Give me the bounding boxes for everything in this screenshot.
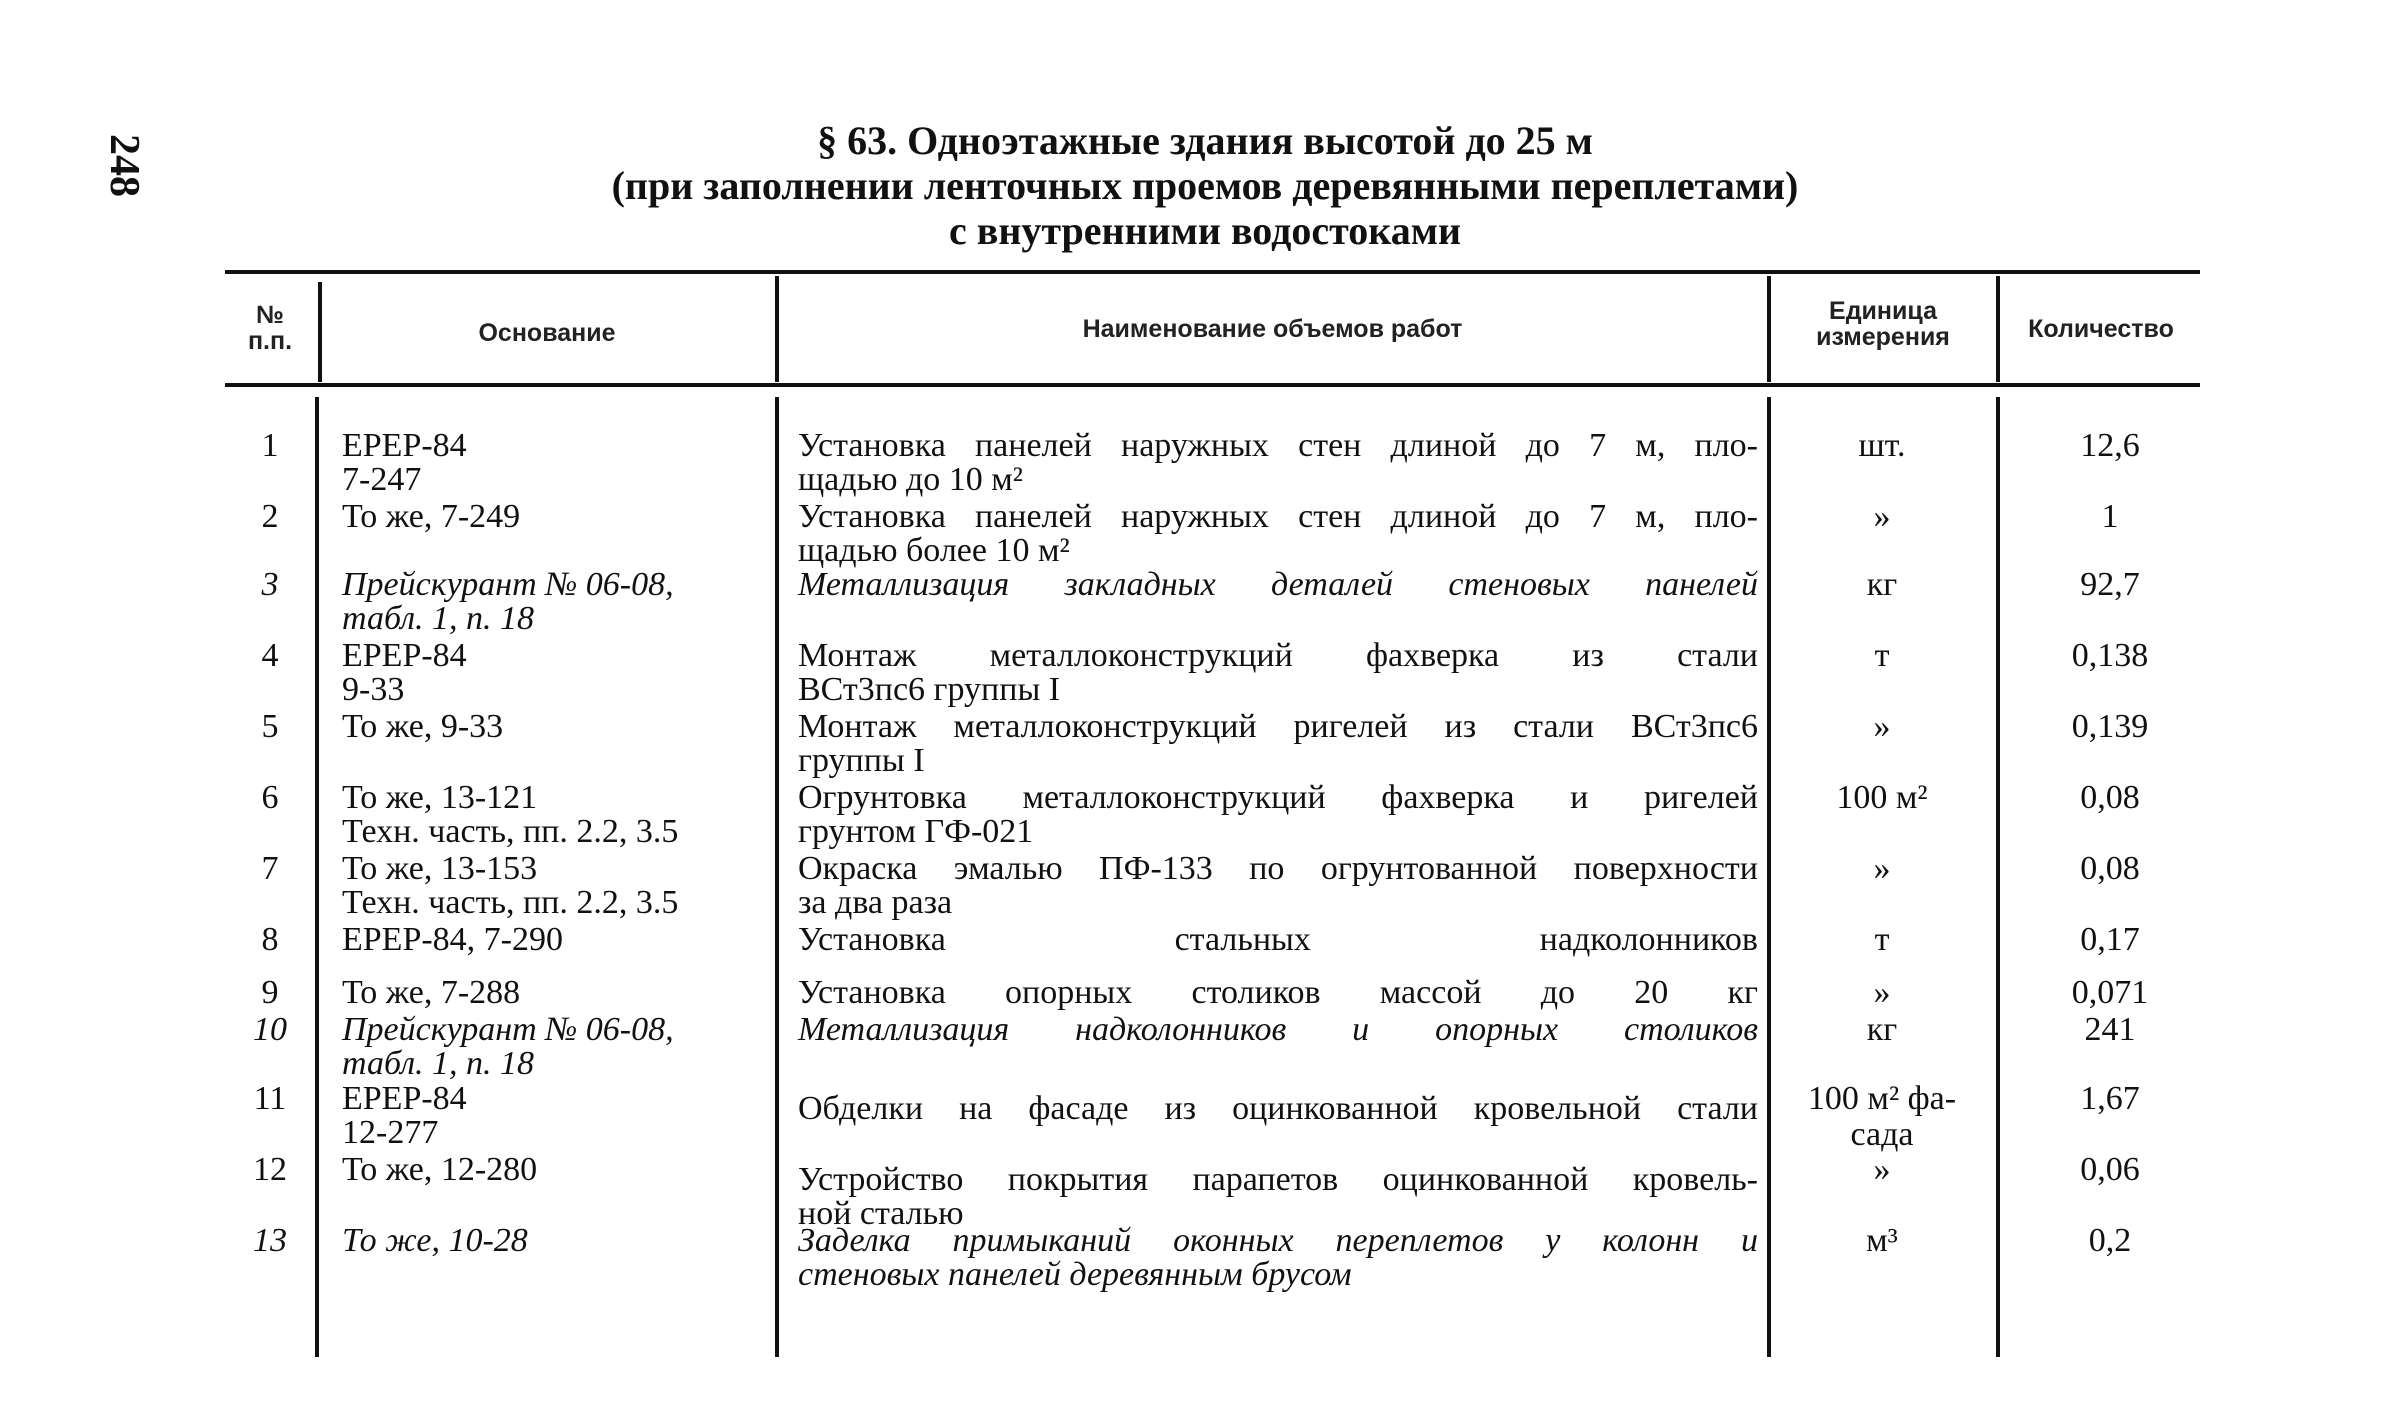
header-work: Наименование объемов работ — [1082, 315, 1463, 343]
title-line-2: (при заполнении ленточных проемов деревянными переплетами) — [611, 163, 1799, 208]
column-divider-2 — [775, 276, 779, 382]
header-unit — [1772, 298, 1994, 350]
title-line-3: с внутренними водостоками — [949, 208, 1461, 253]
row-quantity: 92,7 — [2080, 566, 2140, 603]
row-unit: » — [1873, 974, 1891, 1011]
row-unit: » — [1873, 1151, 1891, 1188]
row-unit: » — [1873, 850, 1891, 887]
header-unit-line2: измерения — [1816, 323, 1950, 351]
row-quantity: 0,139 — [2071, 708, 2149, 745]
row-quantity: 1,67 — [2080, 1080, 2140, 1117]
row-work-line1: Металлизация закладных деталей стеновых панелей — [798, 566, 1758, 603]
row-number: 4 — [261, 637, 279, 674]
row-work-line1: Монтаж металлоконструкций фахверка из стали — [798, 637, 1758, 674]
row-quantity: 0,08 — [2080, 779, 2140, 816]
row-work-line1: Установка панелей наружных стен длиной до 7 м, пло- — [798, 498, 1758, 535]
row-unit: 100 м² — [1836, 779, 1928, 816]
row-basis-line2: табл. 1, п. 18 — [342, 600, 535, 637]
row-work-line2: грунтом ГФ-021 — [798, 813, 1034, 850]
row-quantity: 0,06 — [2080, 1151, 2140, 1188]
row-number: 8 — [261, 921, 279, 958]
row-basis-line1: То же, 12-280 — [342, 1151, 538, 1188]
row-basis-line2: табл. 1, п. 18 — [342, 1045, 535, 1082]
column-divider-4 — [1996, 276, 2000, 382]
header-qty: Количество — [2028, 315, 2174, 343]
row-basis-line2: Техн. часть, пп. 2.2, 3.5 — [342, 884, 679, 921]
row-quantity: 0,17 — [2080, 921, 2140, 958]
header-num-line1: № — [256, 301, 284, 329]
header-unit-line1: Единица — [1829, 297, 1937, 325]
column-divider-3 — [1767, 276, 1771, 382]
row-number: 1 — [261, 427, 279, 464]
row-unit: кг — [1866, 566, 1898, 603]
row-basis-line1: ЕРЕР-84 — [342, 637, 467, 674]
row-unit: кг — [1866, 1011, 1898, 1048]
table-top-rule — [225, 270, 2200, 274]
row-work-line1: Окраска эмалью ПФ-133 по огрунтованной поверхности — [798, 850, 1758, 887]
row-work-line1: Установка стальных надколонников — [798, 921, 1758, 958]
row-work-line2: ВСт3пс6 группы I — [798, 671, 1061, 708]
row-basis-line2: 12-277 — [342, 1114, 439, 1151]
title-line-1: § 63. Одноэтажные здания высотой до 25 м — [817, 118, 1593, 163]
row-number: 10 — [253, 1011, 287, 1048]
row-basis-line2: Техн. часть, пп. 2.2, 3.5 — [342, 813, 679, 850]
row-work-line1: Обделки на фасаде из оцинкованной кровельной стали — [798, 1090, 1758, 1127]
row-unit: м³ — [1866, 1222, 1898, 1259]
page-number: 248 — [101, 134, 147, 197]
column-divider-2-body — [775, 397, 779, 1357]
row-work-line1: Металлизация надколонников и опорных столиков — [798, 1011, 1758, 1048]
row-work-line2: щадью более 10 м² — [798, 532, 1070, 569]
row-work-line2: стеновых панелей деревянным брусом — [798, 1256, 1352, 1293]
row-quantity: 1 — [2101, 498, 2119, 535]
row-basis-line1: То же, 7-288 — [342, 974, 521, 1011]
row-quantity: 0,071 — [2071, 974, 2149, 1011]
row-work-line1: Установка опорных столиков массой до 20 кг — [798, 974, 1758, 1011]
row-basis-line1: То же, 7-249 — [342, 498, 521, 535]
column-divider-4-body — [1996, 397, 2000, 1357]
row-basis-line2: 9-33 — [342, 671, 405, 708]
row-unit-line2: сада — [1850, 1116, 1914, 1153]
row-unit: » — [1873, 498, 1891, 535]
row-basis-line1: То же, 10-28 — [342, 1222, 528, 1259]
row-work-line1: Установка панелей наружных стен длиной до 7 м, пло- — [798, 427, 1758, 464]
row-basis-line2: 7-247 — [342, 461, 422, 498]
page-title — [225, 118, 2185, 253]
row-unit: » — [1873, 708, 1891, 745]
row-unit: т — [1874, 637, 1890, 674]
row-unit: т — [1874, 921, 1890, 958]
row-number: 9 — [261, 974, 279, 1011]
row-number: 11 — [253, 1080, 287, 1117]
row-quantity: 12,6 — [2080, 427, 2140, 464]
row-quantity: 0,2 — [2088, 1222, 2132, 1259]
row-work-line2: группы I — [798, 742, 925, 779]
row-number: 7 — [261, 850, 279, 887]
row-number: 3 — [261, 566, 279, 603]
header-num — [225, 302, 315, 354]
row-number: 2 — [261, 498, 279, 535]
row-basis-line1: Прейскурант № 06-08, — [342, 1011, 674, 1048]
row-work-line2: за два раза — [798, 884, 953, 921]
row-number: 13 — [253, 1222, 287, 1259]
row-number: 5 — [261, 708, 279, 745]
row-basis-line1: То же, 13-153 — [342, 850, 538, 887]
row-basis-line1: ЕРЕР-84 — [342, 1080, 467, 1117]
row-work-line1: Заделка примыканий оконных переплетов у колонн и — [798, 1222, 1758, 1259]
column-divider-1-body — [315, 397, 319, 1357]
row-work-line1: Монтаж металлоконструкций ригелей из стали ВСт3пс6 — [798, 708, 1758, 745]
row-basis-line1: То же, 9-33 — [342, 708, 504, 745]
row-work-line2: щадью до 10 м² — [798, 461, 1023, 498]
row-quantity: 0,08 — [2080, 850, 2140, 887]
row-unit: шт. — [1858, 427, 1906, 464]
header-basis: Основание — [478, 319, 616, 347]
row-basis-line1: То же, 13-121 — [342, 779, 538, 816]
row-quantity: 241 — [2084, 1011, 2136, 1048]
row-basis-line1: ЕРЕР-84 — [342, 427, 467, 464]
row-quantity: 0,138 — [2071, 637, 2149, 674]
row-unit: 100 м² фа- — [1807, 1080, 1957, 1117]
row-basis-line1: ЕРЕР-84, 7-290 — [342, 921, 563, 958]
row-work-line1: Огрунтовка металлоконструкций фахверка и ригелей — [798, 779, 1758, 816]
row-number: 6 — [261, 779, 279, 816]
row-work-line1: Устройство покрытия парапетов оцинкованной кровель- — [798, 1161, 1758, 1198]
row-number: 12 — [253, 1151, 287, 1188]
row-work-line2: ной сталью — [798, 1195, 964, 1232]
header-num-line2: п.п. — [247, 327, 293, 355]
table-header-rule — [225, 383, 2200, 387]
row-basis-line1: Прейскурант № 06-08, — [342, 566, 674, 603]
